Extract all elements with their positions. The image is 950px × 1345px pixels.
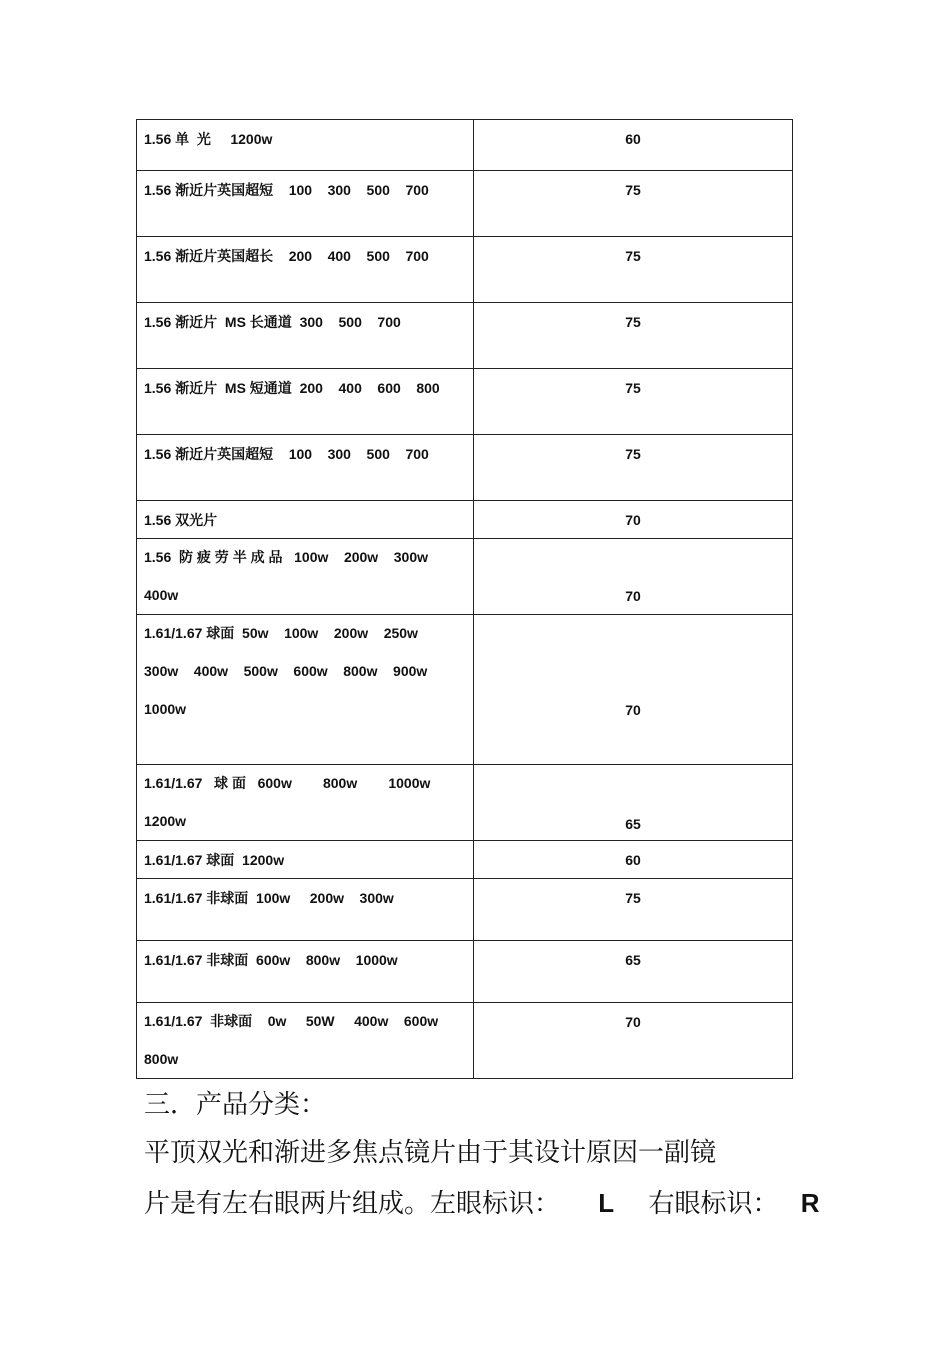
right-eye-mark: R [800,1188,820,1218]
value-cell: 70 [474,539,793,615]
value-cell: 75 [474,171,793,237]
table-row [137,615,793,765]
table-row [137,1003,793,1079]
table-row [137,120,793,171]
lens-name-cell: 1.56 双光片 [137,501,474,539]
left-eye-mark: L [598,1188,615,1218]
lens-name-cell: 1.61/1.67 非球面 600w 800w 1000w [137,941,474,1003]
value-cell: 75 [474,435,793,501]
lens-name-cell: 1.56 防 疲 劳 半 成 品 100w 200w 300w 400w [137,539,474,615]
table-row [137,841,793,879]
paragraph-line-1: 平顶双光和渐进多焦点镜片由于其设计原因一副镜 [144,1138,717,1168]
lens-name-cell: 1.56 单 光 1200w [137,120,474,171]
value-cell: 70 [474,501,793,539]
lens-name-cell: 1.56 渐近片 MS 短通道 200 400 600 800 [137,369,474,435]
left-eye-label: 片是有左右眼两片组成。左眼标识： [144,1189,561,1219]
paragraph-line-2 [144,1179,824,1228]
value-cell: 60 [474,120,793,171]
lens-name-cell: 1.61/1.67 非球面 100w 200w 300w [137,879,474,941]
value-cell: 70 [474,1003,793,1079]
table-row [137,171,793,237]
table-row [137,237,793,303]
table-row [137,303,793,369]
lens-name-cell: 1.56 渐近片英国超短 100 300 500 700 [137,171,474,237]
value-cell: 75 [474,369,793,435]
value-cell: 70 [474,615,793,765]
value-cell: 75 [474,303,793,369]
lens-name-cell: 1.61/1.67 非球面 0w 50W 400w 600w 800w [137,1003,474,1079]
right-eye-label: 右眼标识： [648,1189,779,1219]
value-cell: 65 [474,941,793,1003]
table-row [137,879,793,941]
table-row [137,435,793,501]
table-row [137,765,793,841]
lens-name-cell: 1.56 渐近片 MS 长通道 300 500 700 [137,303,474,369]
value-cell: 65 [474,765,793,841]
lens-name-cell: 1.56 渐近片英国超短 100 300 500 700 [137,435,474,501]
lens-name-cell: 1.61/1.67 球面 1200w [137,841,474,879]
lens-price-table [136,119,793,1079]
lens-name-cell: 1.56 渐近片英国超长 200 400 500 700 [137,237,474,303]
section-heading: 三．产品分类： [144,1090,327,1120]
lens-name-cell: 1.61/1.67 球面 50w 100w 200w 250w 300w 400w 500w 600w 800w 900w 1000w [137,615,474,765]
value-cell: 75 [474,237,793,303]
value-cell: 60 [474,841,793,879]
value-cell: 75 [474,879,793,941]
lens-name-cell: 1.61/1.67 球 面 600w 800w 1000w 1200w [137,765,474,841]
table-row [137,539,793,615]
table-row [137,369,793,435]
